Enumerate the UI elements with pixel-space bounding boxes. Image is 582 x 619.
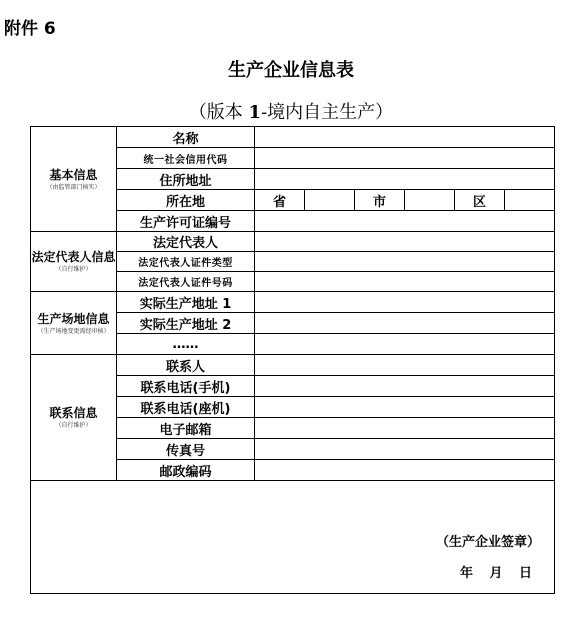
label-province: 省: [255, 190, 305, 211]
subtitle-rest: -境内自主生产）: [261, 102, 394, 123]
section-contact: [31, 355, 117, 481]
form-title: 生产企业信息表: [228, 60, 354, 81]
signature-area[interactable]: [31, 481, 555, 594]
row-signature: [31, 481, 555, 594]
form-subtitle: [0, 98, 582, 124]
row-site-addr-1: [31, 292, 555, 313]
input-credit-code[interactable]: [255, 148, 555, 169]
input-name[interactable]: [255, 127, 555, 148]
section-contact-note: （自行维护）: [55, 422, 92, 429]
input-fax[interactable]: [255, 439, 555, 460]
label-location: 所在地: [117, 190, 255, 211]
row-name: [31, 127, 555, 148]
subtitle-open: （版本: [188, 102, 249, 123]
signature-date-label: 年 月 日: [460, 566, 533, 581]
input-legal-rep[interactable]: [255, 232, 555, 252]
label-license-no: 生产许可证编号: [117, 211, 255, 232]
input-address[interactable]: [255, 169, 555, 190]
input-city[interactable]: [405, 190, 455, 211]
label-credit-code: 统一社会信用代码: [117, 148, 255, 169]
input-contact-person[interactable]: [255, 355, 555, 376]
input-site-addr-2[interactable]: [255, 313, 555, 334]
section-site-label: 生产场地信息: [37, 311, 110, 326]
label-district: 区: [455, 190, 505, 211]
label-site-addr-1: 实际生产地址 1: [117, 292, 255, 313]
label-legal-rep: 法定代表人: [117, 232, 255, 252]
label-phone-mobile: 联系电话(手机): [117, 376, 255, 397]
signature-stamp-label: （生产企业签章）: [436, 535, 541, 550]
input-site-more[interactable]: [255, 334, 555, 355]
input-legal-id-type[interactable]: [255, 252, 555, 272]
section-legal-label: 法定代表人信息: [31, 250, 116, 264]
attachment-label: 附件 6: [4, 19, 56, 39]
section-basic-note: （由监管部门核实）: [46, 183, 101, 191]
label-city: 市: [355, 190, 405, 211]
row-contact-person: [31, 355, 555, 376]
input-license-no[interactable]: [255, 211, 555, 232]
input-email[interactable]: [255, 418, 555, 439]
label-contact-person: 联系人: [117, 355, 255, 376]
section-legal: [31, 232, 117, 292]
label-address: 住所地址: [117, 169, 255, 190]
label-legal-id-no: 法定代表人证件号码: [117, 272, 255, 292]
input-phone-landline[interactable]: [255, 397, 555, 418]
section-site: [31, 292, 117, 355]
label-name: 名称: [117, 127, 255, 148]
subtitle-version-number: 1: [248, 102, 262, 123]
label-fax: 传真号: [117, 439, 255, 460]
input-province[interactable]: [305, 190, 355, 211]
row-legal-rep: [31, 232, 555, 252]
label-email: 电子邮箱: [117, 418, 255, 439]
input-district[interactable]: [505, 190, 555, 211]
label-phone-landline: 联系电话(座机): [117, 397, 255, 418]
section-site-note: （生产场地变更需经审核）: [37, 327, 110, 335]
enterprise-info-table: [30, 126, 555, 594]
section-legal-note: （自行维护）: [55, 266, 92, 273]
label-postcode: 邮政编码: [117, 460, 255, 481]
input-legal-id-no[interactable]: [255, 272, 555, 292]
input-site-addr-1[interactable]: [255, 292, 555, 313]
section-contact-label: 联系信息: [49, 406, 98, 420]
input-phone-mobile[interactable]: [255, 376, 555, 397]
label-site-addr-2: 实际生产地址 2: [117, 313, 255, 334]
label-site-ellipsis: ……: [117, 334, 255, 355]
input-postcode[interactable]: [255, 460, 555, 481]
section-basic: [31, 127, 117, 232]
section-basic-label: 基本信息: [49, 167, 98, 182]
label-legal-id-type: 法定代表人证件类型: [117, 252, 255, 272]
